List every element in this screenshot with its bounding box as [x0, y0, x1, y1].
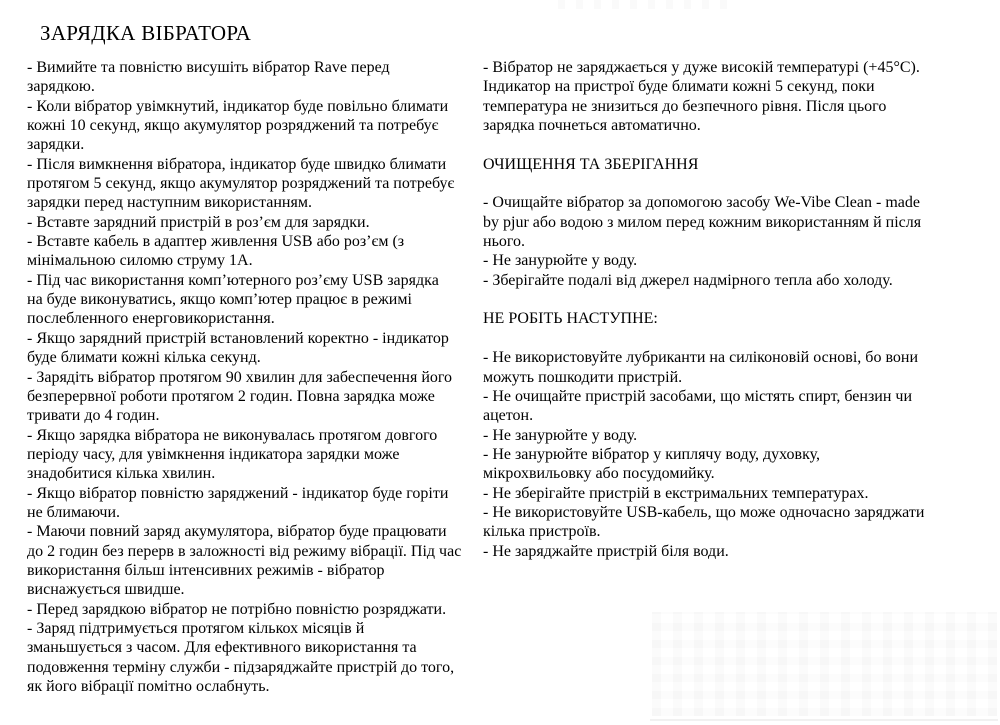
text-line: - Очищайте вібратор за допомогою засобу We-Vibe Clean - made	[483, 194, 920, 212]
text-line: - Не занурюйте у воду.	[483, 252, 638, 270]
text-line: - Коли вібратор увімкнутий, індикатор буде повільно блимати	[27, 97, 449, 115]
text-line: кожні 10 секунд, якщо акумулятор розряджений та потребує	[27, 117, 439, 135]
text-line: буде блимати кожні кілька секунд.	[27, 349, 261, 367]
text-line: мінімальною силомю струму 1А.	[27, 252, 253, 270]
text-line: на буде виконуватись, якщо комп’ютер працює в режимі	[27, 291, 412, 309]
blank-line	[483, 290, 924, 309]
text-line: - Після вимкнення вібратора, індикатор буде швидко блимати	[27, 155, 447, 173]
scan-artifact-bottom	[652, 612, 997, 716]
blank-line	[483, 174, 924, 193]
text-line: не блимаючи.	[27, 503, 121, 521]
text-line: зарядки перед наступним використанням.	[27, 194, 312, 212]
scan-artifact-top	[558, 0, 733, 9]
text-line: можуть пошкодити пристрій.	[483, 368, 683, 386]
text-line: by pjur або водою з милом перед кожним використанням й після	[483, 213, 922, 231]
text-line: періоду часу, для увімкнення індикатора зарядки може	[27, 445, 400, 463]
text-line: - Зарядіть вібратор протягом 90 хвилин для забеспечення його	[27, 368, 453, 386]
page-title: ЗАРЯДКА ВІБРАТОРА	[40, 21, 252, 45]
text-line: - Вставте зарядний пристрій в роз’єм для зарядки.	[27, 213, 370, 231]
text-line: - Під час використання комп’ютерного роз’єму USB зарядка	[27, 271, 439, 289]
text-line: знадобитися кілька хвилин.	[27, 465, 216, 483]
text-line: - Якщо вібратор повністю заряджений - індикатор буде горіти	[27, 484, 449, 502]
text-line: зарядка почнеться автоматично.	[483, 117, 701, 135]
text-line: зарядкою.	[27, 78, 95, 96]
text-line: - Якщо зарядний пристрій встановлений коректно - індикатор	[27, 329, 449, 347]
scan-artifact-underline	[650, 719, 998, 721]
text-line: - Не використовуйте USB-кабель, що може одночасно заряджати	[483, 503, 925, 521]
text-line: температура не знизиться до безпечного рівня. Після цього	[483, 97, 887, 115]
text-line: - Перед зарядкою вібратор не потрібно повністю розряджати.	[27, 600, 447, 618]
text-line: - Не очищайте пристрій засобами, що містять спирт, бензин чи	[483, 387, 913, 405]
text-line: виснажується швидше.	[27, 581, 185, 599]
text-line: як його вібрації помітно ослабнуть.	[27, 678, 270, 695]
text-line: - Маючи повний заряд акумулятора, вібратор буде працювати	[27, 523, 447, 541]
text-line: - Не використовуйте лубриканти на силіконовій основі, бо вони	[483, 349, 919, 367]
text-line: зманьшується з часом. Для ефективного використання та	[27, 639, 417, 657]
text-line: нього.	[483, 233, 526, 251]
text-line: протягом 5 секунд, якщо акумулятор розряджений та потребує	[27, 175, 455, 193]
section-heading: ОЧИЩЕННЯ ТА ЗБЕРІГАННЯ	[483, 155, 699, 173]
section-heading: НЕ РОБІТЬ НАСТУПНЕ:	[483, 310, 658, 328]
text-line: - Не зберігайте пристрій в екстримальних температурах.	[483, 484, 869, 502]
text-line: послебленного енерговикористання.	[27, 310, 275, 328]
text-line: - Не занурюйте вібратор у киплячу воду, духовку,	[483, 445, 821, 463]
blank-line	[483, 135, 924, 154]
text-line: - Заряд підтримується протягом кількох місяців й	[27, 619, 365, 637]
text-line: - Вставте кабель в адаптер живлення USB або роз’єм (з	[27, 233, 405, 251]
text-line: подовження терміну служби - підзаряджайте пристрій до того,	[27, 658, 455, 676]
text-line: - Не занурюйте у воду.	[483, 426, 638, 444]
text-line: ацетон.	[483, 407, 534, 425]
text-line: - Зберігайте подалі від джерел надмірного тепла або холоду.	[483, 271, 893, 289]
text-line: до 2 годин без перерв в заложності від режиму вібрації. Під час	[27, 542, 462, 560]
text-line: кілька пристроїв.	[483, 523, 601, 541]
text-line: - Вимийте та повністю висушіть вібратор Rave перед	[27, 59, 390, 76]
text-line: використання більш інтенсивних режимів - вібратор	[27, 561, 385, 579]
text-line: зарядки.	[27, 136, 85, 154]
text-line: безперервної роботи протягом 2 годин. Повна зарядка може	[27, 387, 435, 405]
text-line: - Вібратор не заряджається у дуже високій температурі (+45°C).	[483, 59, 920, 76]
right-column	[483, 58, 924, 561]
text-line: Індикатор на пристрої буде блимати кожні 5 секунд, поки	[483, 78, 875, 96]
blank-line	[483, 329, 924, 348]
left-column	[27, 58, 461, 696]
text-line: мікрохвильовку або посудомийку.	[483, 465, 715, 483]
text-line: - Не заряджайте пристрій біля води.	[483, 542, 729, 560]
text-line: - Якщо зарядка вібратора не виконувалась протягом довгого	[27, 426, 438, 444]
text-line: тривати до 4 годин.	[27, 407, 160, 425]
